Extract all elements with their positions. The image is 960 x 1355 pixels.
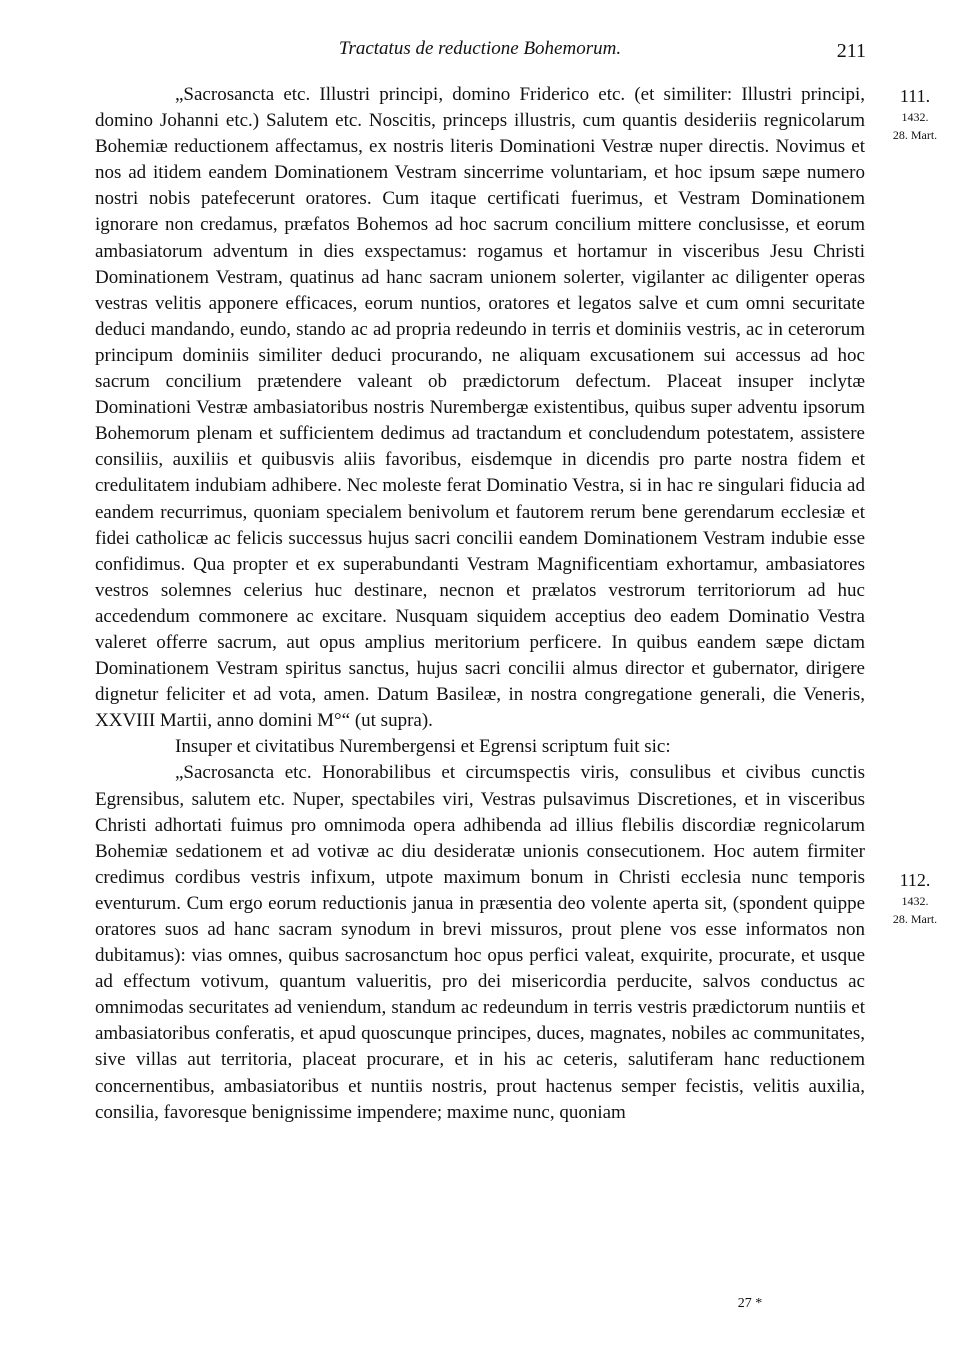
- margin-note-date: 28. Mart.: [892, 912, 938, 926]
- paragraph-letter-frederick: „Sacrosancta etc. Illustri principi, domino Friderico etc. (et similiter: Illustri principi, domino Johanni etc.) Salutem etc. Noscitis, princeps illustris, cum quantis desideriis regnicolarum Bohemiæ reductionem affectamus, ex nostris literis Dominationi Vestræ nuper directis. Novimus et nos ad itidem eandem Dominationem Vestram sincerrime voluntariam, et hoc ipsum sæpe numero nostri nobis patefecerunt oratores. Cum itaque certificati fuerimus, et Vestram Dominationem ignorare non credamus, præfatos Bohemos ad hoc sacrum concilium mittere conclusisse, et eorum ambasiatorum adventum in dies exspectamus: rogamus et hortamur in visceribus Jesu Christi Dominationem Vestram, quatinus ad hanc sacram unionem solerter, vigilanter ac diligenter operas vestras velitis apponere efficaces, eorum nuntios, oratores et legatos salve et cum omni securitate deduci mandando, eundo, stando ac ad propria redeundo in terris et dominiis vestris, ac in ceterorum principum dominiis similiter deduci procurando, ne aliquam excusationem sui accessus ad hoc sacrum concilium prætendere valeant ob prædictorum defectum. Placeat insuper inclytæ Dominationi Vestræ ambasiatoribus nostris Nurembergæ existentibus, quibus super adventu ipsorum Bohemorum plenam et sufficientem dedimus ad tractandum et concludendum potestatem, assistere consiliis, auxiliis et quibusvis aliis favoribus, eisdemque in dicendis pro parte nostra fidem et credulitatem indubiam adhibere. Nec moleste ferat Dominatio Vestra, si in hac re singulari fiducia ad eandem recurrimus, quoniam specialem benivolum et fautorem rerum bene gerendarum ecclesiæ et fidei catholicæ ac felicis successus hujus sacri concilii eandem Dominationem Vestram indubie esse confidimus. Qua propter et ex superabundanti Vestram Magnificentiam exhortamur, ambasiatores vestros solemnes celerius huc destinare, necnon et prælatos vestrorum territoriorum ad huc accedendum commonere ac excitare. Nusquam siquidem acceptius deo eadem Dominatio Vestra valeret offerre sacrum, aut opus amplius meritorium perficere. In quibus eandem sæpe dictam Dominationem Vestram spiritus sanctus, hujus sacri concilii almus director et gubernator, dirigere dignetur feliciter et ad vota, amen. Datum Basileæ, in nostra congregatione generali, die Veneris, XXVIII Martii, anno domini M°“ (ut supra).: [95, 84, 865, 732]
- main-text: [95, 82, 865, 1126]
- margin-note-year: 1432.: [901, 110, 929, 124]
- margin-note-number: 112.: [899, 870, 931, 890]
- margin-note-date: 28. Mart.: [892, 128, 938, 142]
- paragraph-letter-egra: „Sacrosancta etc. Honorabilibus et circumspectis viris, consulibus et civibus cunctis Egrensibus, salutem etc. Nuper, spectabiles viri, Vestras pulsavimus Discretiones, et in visceribus Christi adhortati fuimus pro omnimoda opera adhibenda ad illius flebilis discordiæ regnicolarum Bohemiæ sedationem et ad votivæ ac diu desideratæ unionis consecutionem. Hoc autem firmiter credimus cordibus vestris infixum, utpote maximum bonum in Christi ecclesia nunc temporis eventurum. Cum ergo eorum reductionis janua in præsentia deo volente aperta sit, (spondent quippe oratores suos ad hanc sacram synodum in brevi missuros, prout plene vos esse informatos non dubitamus): vias omnes, quibus sacrosanctum hoc opus perfici valeat, exquirite, procurate, et usque ad effectum votivum, quantum valueritis, pro dei misericordia perducite, salvos conductus ac omnimodas securitates ad veniendum, standum ac redeundum in terris vestris prædictorum nuntiis et ambasiatoribus conferatis, et apud quoscunque principes, duces, magnates, nobiles ac communitates, sive villas aut territoria, placeat procurare, et in his ac ceteris, salutiferam hanc reductionem concernentibus, ambasiatoribus et nuntiis nostris, prout hactenus semper fecistis, velitis auxilia, consilia, favoresque benignissime impendere; maxime nunc, quoniam: [95, 762, 865, 1123]
- margin-note-year: 1432.: [901, 894, 929, 908]
- signature-mark: 27 *: [737, 1296, 763, 1311]
- margin-note-number: 111.: [899, 86, 931, 106]
- margin-note-111: [880, 84, 950, 144]
- running-header-title: Tractatus de reductione Bohemorum.: [338, 38, 622, 59]
- page-number: 211: [836, 40, 866, 62]
- margin-note-112: [880, 868, 950, 928]
- paragraph-transition: Insuper et civitatibus Nurembergensi et Egrensi scriptum fuit sic:: [175, 736, 671, 758]
